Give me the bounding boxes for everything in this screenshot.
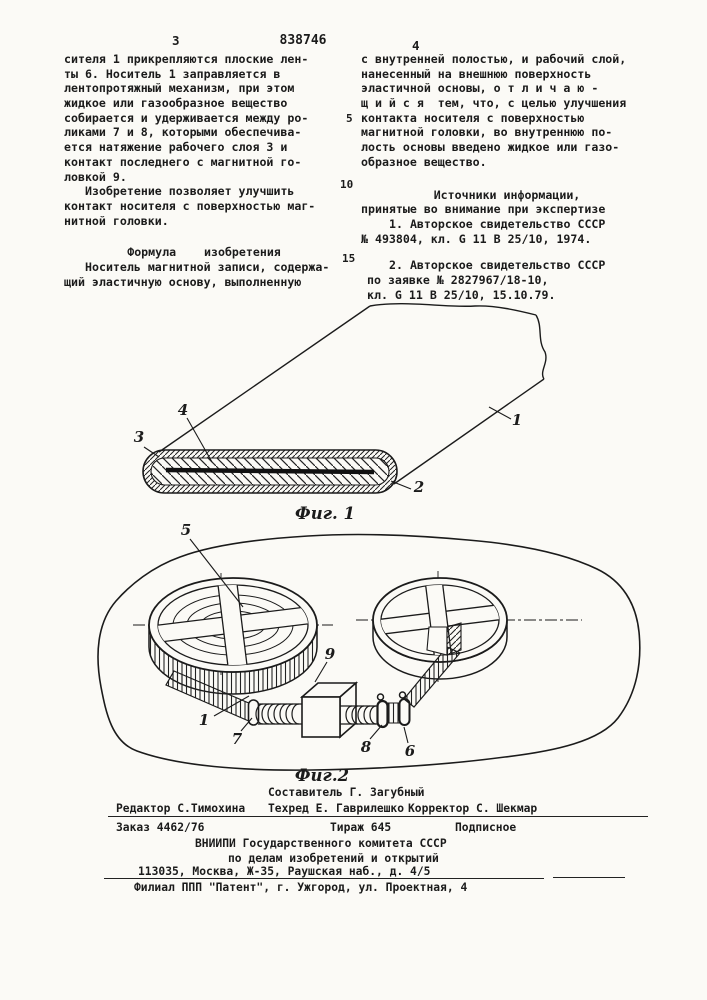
fig1-label-3: 3 bbox=[133, 428, 145, 446]
text-line: нитной головки. bbox=[64, 213, 169, 228]
text-line: кл. G 11 В 25/10, 15.10.79. bbox=[367, 287, 556, 302]
reel-left-full bbox=[140, 565, 327, 694]
text-line: лентопротяжный механизм, при этом bbox=[64, 81, 295, 96]
text-column-left bbox=[64, 52, 344, 289]
text-line: 1. Авторское свидетельство СССР bbox=[389, 216, 606, 231]
imprint-order: Заказ 4462/76 bbox=[116, 821, 205, 834]
fig1-caption: Фиг. 1 bbox=[295, 504, 355, 523]
text-line: сителя 1 прикрепляются плоские лен- bbox=[64, 52, 309, 66]
text-line: эластичной основы, о т л и ч а ю - bbox=[361, 81, 599, 96]
figure1-drawing bbox=[0, 295, 707, 535]
fig2-label-7: 7 bbox=[231, 730, 243, 748]
imprint-org-line1: ВНИИПИ Государственного комитета СССР bbox=[195, 837, 447, 850]
carrier-cross-section bbox=[143, 450, 397, 493]
gutter-line-number-10: 10 bbox=[340, 178, 354, 191]
text-line: контакт последнего с магнитной го- bbox=[64, 154, 302, 169]
text-line: щ и й с я тем, что, с целью улучшения bbox=[361, 96, 627, 111]
text-line: образное вещество. bbox=[361, 154, 487, 169]
text-line: лость основы введено жидкое или газо- bbox=[361, 140, 620, 155]
text-line: контакт носителя с поверхностью маг- bbox=[64, 198, 316, 213]
gutter-line-number-5: 5 bbox=[346, 112, 353, 125]
figure2-drawing bbox=[0, 515, 707, 790]
text-line: Носитель магнитной записи, содержа- bbox=[85, 259, 330, 274]
page-number-right: 4 bbox=[412, 38, 420, 53]
fig1-label-1: 1 bbox=[511, 411, 523, 429]
imprint-compiler: Составитель Г. Загубный bbox=[268, 786, 425, 799]
text-line: ты 6. Носитель 1 заправляется в bbox=[64, 66, 281, 81]
hub-block bbox=[427, 627, 447, 655]
text-line: ется натяжение рабочего слоя 3 и bbox=[64, 140, 288, 155]
imprint-org-line2: по делам изобретений и открытий bbox=[228, 852, 439, 865]
imprint-tirazh: Тираж 645 bbox=[330, 821, 392, 834]
text-line: № 493804, кл. G 11 В 25/10, 1974. bbox=[361, 231, 592, 246]
imprint-divider-top bbox=[108, 816, 648, 817]
roller-7 bbox=[249, 700, 259, 725]
text-line: нанесенный на внешнюю поверхность bbox=[361, 66, 592, 81]
page-number-left: 3 bbox=[172, 33, 180, 48]
text-line: собирается и удерживается между ро- bbox=[64, 110, 309, 125]
hub-tape-wedge bbox=[447, 623, 461, 655]
imprint-divider-bottom bbox=[104, 878, 544, 879]
text-line: принятые во внимание при экспертизе bbox=[361, 202, 606, 217]
imprint-editor: Редактор С.Тимохина bbox=[116, 802, 246, 815]
magnetic-head-box bbox=[302, 683, 356, 737]
fig2-label-8: 8 bbox=[360, 738, 372, 756]
fig1-label-2: 2 bbox=[413, 478, 425, 496]
text-line: щий эластичную основу, выполненную bbox=[64, 274, 302, 289]
text-line: ликами 7 и 8, которыми обеспечива- bbox=[64, 125, 302, 140]
text-column-right bbox=[361, 52, 653, 302]
fig2-label-1: 1 bbox=[198, 711, 210, 729]
imprint-subscription: Подписное bbox=[455, 821, 517, 834]
text-line: жидкое или газообразное вещество bbox=[64, 96, 288, 111]
imprint-corrector: Корректор С. Шекмар bbox=[408, 802, 538, 815]
roller-8 bbox=[378, 694, 388, 727]
text-line: с внутренней полостью, и рабочий слой, bbox=[361, 52, 627, 66]
text-line: магнитной головки, во внутреннюю по- bbox=[361, 125, 613, 140]
fig2-label-9: 9 bbox=[324, 645, 336, 663]
imprint-divider-bottom-segment bbox=[553, 877, 625, 878]
text-line: 2. Авторское свидетельство СССР bbox=[389, 258, 606, 273]
imprint-address: 113035, Москва, Ж-35, Раушская наб., д. 4/5 bbox=[138, 865, 431, 878]
text-line: по заявке № 2827967/18-10, bbox=[367, 272, 549, 287]
fig2-caption: Фиг.2 bbox=[294, 766, 350, 785]
section-heading-sources: Источники информации, bbox=[433, 187, 581, 202]
patent-number: 838746 bbox=[279, 33, 327, 48]
fig1-label-4: 4 bbox=[177, 401, 189, 419]
tape-band-middle bbox=[388, 703, 400, 723]
inner-cavity-line bbox=[166, 470, 374, 472]
coil-left bbox=[256, 704, 302, 724]
imprint-branch: Филиал ППП "Патент", г. Ужгород, ул. Проектная, 4 bbox=[134, 881, 468, 894]
text-line: Изобретение позволяет улучшить bbox=[85, 184, 295, 199]
fig2-label-6: 6 bbox=[404, 742, 416, 760]
text-line: контакта носителя с поверхностью bbox=[361, 110, 585, 125]
text-line: ловкой 9. bbox=[64, 169, 127, 184]
gutter-line-number-15: 15 bbox=[342, 252, 356, 265]
section-heading-formula: Формула изобретения bbox=[127, 245, 281, 260]
fig2-label-5: 5 bbox=[180, 521, 192, 539]
imprint-techred: Техред Е. Гаврилешко bbox=[268, 802, 405, 815]
